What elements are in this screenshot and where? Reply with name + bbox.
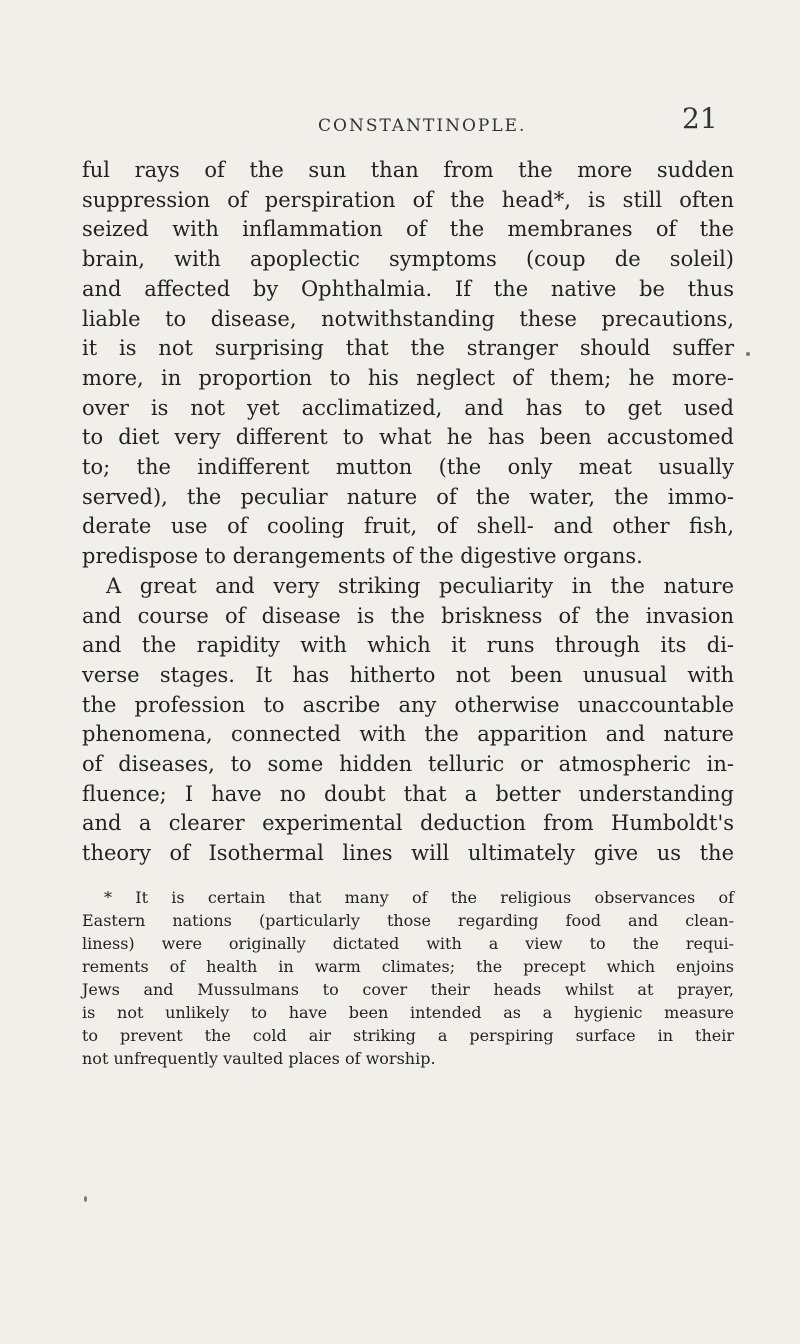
body-line: to; the indifferent mutton (the only meat usually	[82, 455, 734, 480]
footnote-line: liness) were originally dictated with a view to the requi-	[82, 934, 734, 953]
body-line: liable to disease, notwithstanding these precautions,	[82, 306, 734, 331]
footnote-line: rements of health in warm climates; the precept which enjoins	[82, 957, 734, 976]
footnote-line: to prevent the cold air striking a perspiring surface in their	[82, 1026, 734, 1045]
body-text	[82, 156, 734, 869]
body-line: predispose to derangements of the digestive organs.	[82, 544, 643, 569]
body-line: it is not surprising that the stranger should suffer	[82, 336, 734, 361]
body-line: brain, with apoplectic symptoms (coup de soleil)	[82, 247, 734, 272]
footnote-line: Jews and Mussulmans to cover their heads whilst at prayer,	[82, 980, 734, 999]
body-line: the profession to ascribe any otherwise unaccountable	[82, 692, 734, 717]
page-number: 21	[682, 102, 718, 135]
body-line: and affected by Ophthalmia. If the native be thus	[82, 276, 734, 301]
body-line: theory of Isothermal lines will ultimately give us the	[82, 841, 734, 866]
body-line: and course of disease is the briskness of the invasion	[82, 603, 734, 628]
body-line: and the rapidity with which it runs through its di-	[82, 633, 734, 658]
body-line: of diseases, to some hidden telluric or atmospheric in-	[82, 752, 734, 777]
body-line: to diet very different to what he has been accustomed	[82, 425, 734, 450]
print-speck	[746, 352, 750, 356]
footnote-line: not unfrequently vaulted places of worship.	[82, 1049, 436, 1068]
body-line: served), the peculiar nature of the water, the immo-	[82, 484, 734, 509]
body-line: fluence; I have no doubt that a better understanding	[82, 781, 734, 806]
body-line: A great and very striking peculiarity in the nature	[106, 573, 734, 598]
body-line: more, in proportion to his neglect of them; he more-	[82, 365, 734, 390]
body-line: ful rays of the sun than from the more sudden	[82, 158, 734, 182]
body-line: verse stages. It has hitherto not been unusual with	[82, 662, 734, 687]
body-line: seized with inflammation of the membranes of the	[82, 217, 734, 242]
body-line: over is not yet acclimatized, and has to get used	[82, 395, 734, 420]
footnote	[82, 886, 734, 1070]
footnote-line: * It is certain that many of the religious observances of	[104, 888, 734, 907]
print-speck	[84, 1196, 87, 1202]
body-line: and a clearer experimental deduction from Humboldt's	[82, 811, 734, 836]
running-title: CONSTANTINOPLE.	[318, 116, 527, 136]
body-line: derate use of cooling fruit, of shell- and other fish,	[82, 514, 734, 539]
footnote-line: is not unlikely to have been intended as a hygienic measure	[82, 1003, 734, 1022]
footnote-line: Eastern nations (particularly those regarding food and clean-	[82, 911, 734, 930]
body-line: phenomena, connected with the apparition and nature	[82, 722, 734, 747]
body-line: suppression of perspiration of the head*, is still often	[82, 187, 734, 212]
